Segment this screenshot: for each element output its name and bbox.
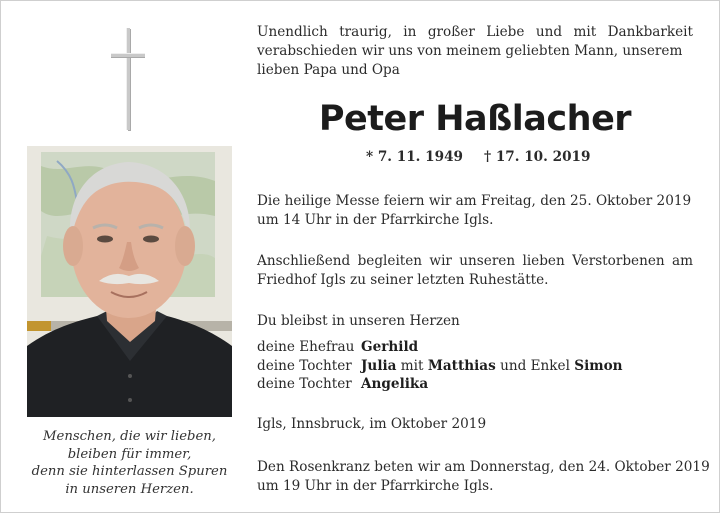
intro-line: lieben Papa und Opa [257, 62, 400, 78]
place-date [257, 415, 693, 434]
mass-line: um 14 Uhr in der Pfarrkirche Igls. [257, 212, 494, 228]
place-date-text: Igls, Innsbruck, im Oktober 2019 [257, 416, 487, 432]
intro-line: verabschieden wir uns von meinem geliebten Mann, unserem [257, 43, 683, 59]
family-name: Simon [574, 357, 623, 374]
intro-line: Unendlich traurig, in großer Liebe und mit Dankbarkeit [257, 24, 693, 40]
rosary-line: Den Rosenkranz beten wir am Donnerstag, den 24. Oktober 2019 [257, 459, 710, 475]
cross-icon [111, 28, 145, 130]
family-connector: und Enkel [500, 357, 570, 374]
hearts-text: Du bleibst in unseren Herzen [257, 313, 460, 329]
family-role: deine Tochter [257, 376, 352, 392]
deceased-name: Peter Haßlacher [318, 99, 632, 139]
family-name: Angelika [361, 376, 429, 392]
mass-line: Die heilige Messe feiern wir am Freitag, den 25. Oktober 2019 [257, 193, 692, 209]
motto-quote [27, 428, 232, 498]
rosary-announcement [257, 458, 710, 496]
family-role: deine Ehefrau [257, 339, 355, 355]
motto-line: bleiben für immer, [67, 446, 192, 462]
family-row [257, 375, 623, 394]
burial-announcement [257, 252, 693, 290]
family-row [257, 338, 623, 357]
hearts-line [257, 312, 693, 331]
motto-line: denn sie hinterlassen Spuren [31, 464, 228, 479]
death-date: † 17. 10. 2019 [484, 149, 591, 165]
rosary-line: um 19 Uhr in der Pfarrkirche Igls. [257, 478, 494, 494]
family-connector: mit [400, 357, 424, 374]
family-name: Matthias [427, 357, 496, 374]
motto-line: in unseren Herzen. [65, 481, 194, 497]
intro-text [257, 23, 693, 80]
family-name: Gerhild [361, 339, 419, 355]
family-name: Julia [361, 357, 397, 374]
family-list [257, 338, 623, 394]
burial-line: Friedhof Igls zu seiner letzten Ruhestätte. [257, 272, 549, 288]
motto-line: Menschen, die wir lieben, [43, 429, 216, 444]
birth-date: * 7. 11. 1949 [366, 149, 463, 165]
family-row [257, 357, 623, 376]
burial-line: Anschließend begleiten wir unseren lieben Verstorbenen am [257, 253, 693, 269]
mass-announcement [257, 192, 693, 230]
portrait-photo [27, 146, 232, 417]
family-role: deine Tochter [257, 357, 352, 374]
